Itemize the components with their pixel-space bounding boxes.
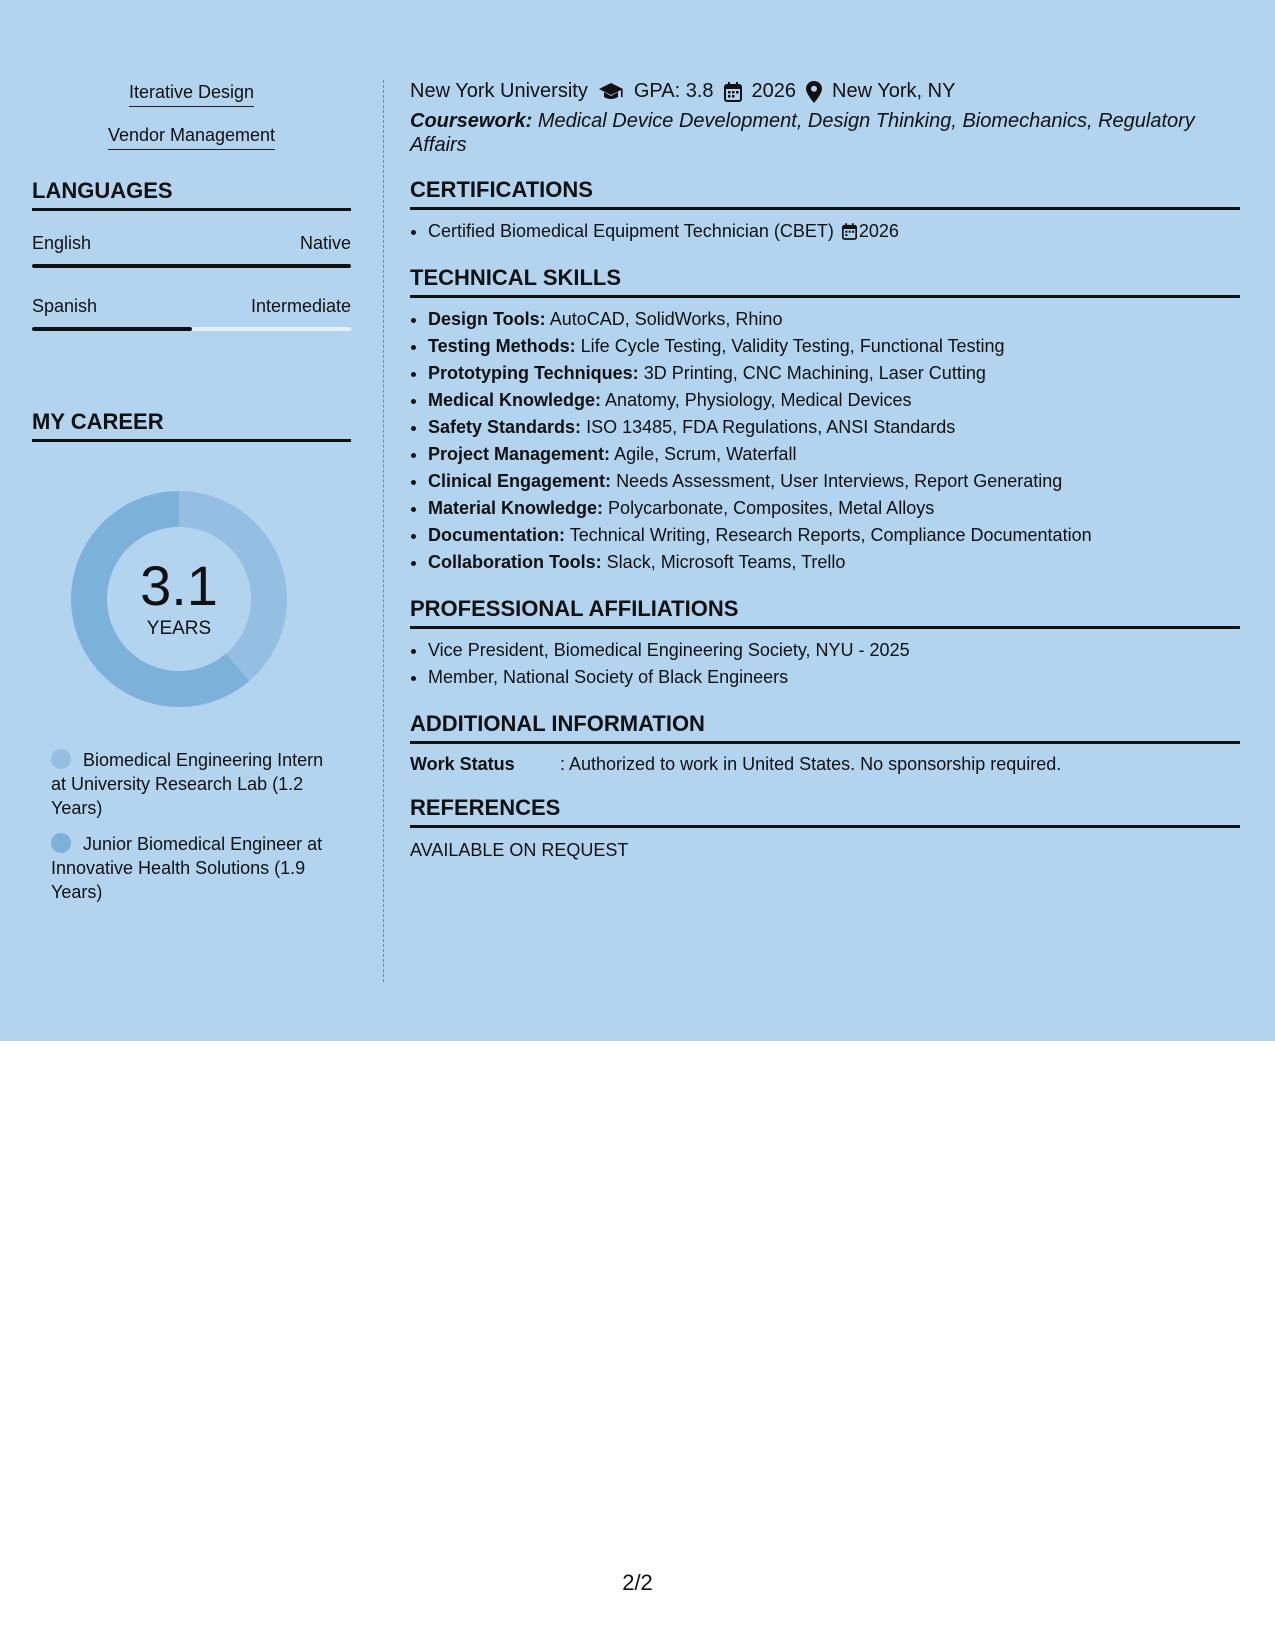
list-item: • Testing Methods: Life Cycle Testing, Validity Testing, Functional Testing [428, 333, 1240, 360]
list-item: • Vice President, Biomedical Engineering Society, NYU - 2025 [428, 637, 1240, 664]
list-item: • Design Tools: AutoCAD, SolidWorks, Rhino [428, 306, 1240, 333]
technical-skills-title: TECHNICAL SKILLS [410, 265, 1240, 298]
language-name: English [32, 233, 92, 253]
work-status-label: Work Status [410, 754, 515, 774]
list-item: • Safety Standards: ISO 13485, FDA Regulations, ANSI Standards [428, 414, 1240, 441]
language-bar [32, 327, 351, 331]
list-item: • Member, National Society of Black Engineers [428, 664, 1240, 691]
location-pin-icon [806, 81, 822, 103]
right-column [410, 80, 1240, 861]
list-item: • Medical Knowledge: Anatomy, Physiology, Medical Devices [428, 387, 1240, 414]
list-item: • Material Knowledge: Polycarbonate, Composites, Metal Alloys [428, 495, 1240, 522]
legend-dot [51, 833, 71, 853]
work-status [410, 754, 1240, 775]
education-line [410, 80, 1240, 103]
graduation-year: 2026 [751, 80, 797, 102]
list-item: • Documentation: Technical Writing, Research Reports, Compliance Documentation [428, 522, 1240, 549]
school-location: New York, NY [832, 80, 956, 102]
school-name: New York University [410, 80, 588, 102]
affiliations-title: PROFESSIONAL AFFILIATIONS [410, 596, 1240, 629]
certifications-title: CERTIFICATIONS [410, 177, 1240, 210]
additional-info-title: ADDITIONAL INFORMATION [410, 711, 1240, 744]
left-column [32, 82, 351, 916]
column-divider [383, 80, 384, 982]
legend-dot [51, 749, 71, 769]
skill-tag: Vendor Management [32, 125, 351, 150]
list-item: • Certified Biomedical Equipment Technician (CBET) 2026 [428, 218, 1240, 245]
language-name: Spanish [32, 296, 98, 316]
languages-title: LANGUAGES [32, 178, 351, 211]
list-item: • Project Management: Agile, Scrum, Waterfall [428, 441, 1240, 468]
career-title: MY CAREER [32, 409, 351, 442]
list-item: • Prototyping Techniques: 3D Printing, CNC Machining, Laser Cutting [428, 360, 1240, 387]
graduation-cap-icon [598, 82, 624, 102]
coursework: Coursework: Medical Device Development, Design Thinking, Biomechanics, Regulatory Affairs [410, 110, 1195, 156]
affiliations-list [410, 637, 1240, 691]
career-donut-chart [66, 486, 292, 712]
technical-skills-list [410, 306, 1240, 576]
calendar-icon [842, 223, 857, 240]
list-item: • Collaboration Tools: Slack, Microsoft Teams, Trello [428, 549, 1240, 576]
career-total: 3.1 [140, 554, 218, 617]
language-item [32, 233, 351, 268]
language-level: Native [299, 233, 351, 253]
list-item: • Clinical Engagement: Needs Assessment, User Interviews, Report Generating [428, 468, 1240, 495]
language-level: Intermediate [250, 296, 351, 316]
page-number: 2/2 [622, 1570, 653, 1595]
calendar-icon [724, 82, 742, 102]
language-item [32, 296, 351, 331]
career-unit: YEARS [146, 618, 212, 639]
references-value: AVAILABLE ON REQUEST [410, 840, 629, 860]
work-status-value: : Authorized to work in United States. No sponsorship required. [560, 754, 1062, 774]
language-bar [32, 264, 351, 268]
gpa: GPA: 3.8 [633, 80, 714, 102]
legend-item: Biomedical Engineering Intern at University Research Lab (1.2 Years) [51, 750, 324, 818]
references-title: REFERENCES [410, 795, 1240, 828]
career-legend [51, 748, 341, 904]
certifications-list [410, 218, 1240, 245]
skill-tag: Iterative Design [32, 82, 351, 107]
legend-item: Junior Biomedical Engineer at Innovative Health Solutions (1.9 Years) [51, 834, 323, 902]
